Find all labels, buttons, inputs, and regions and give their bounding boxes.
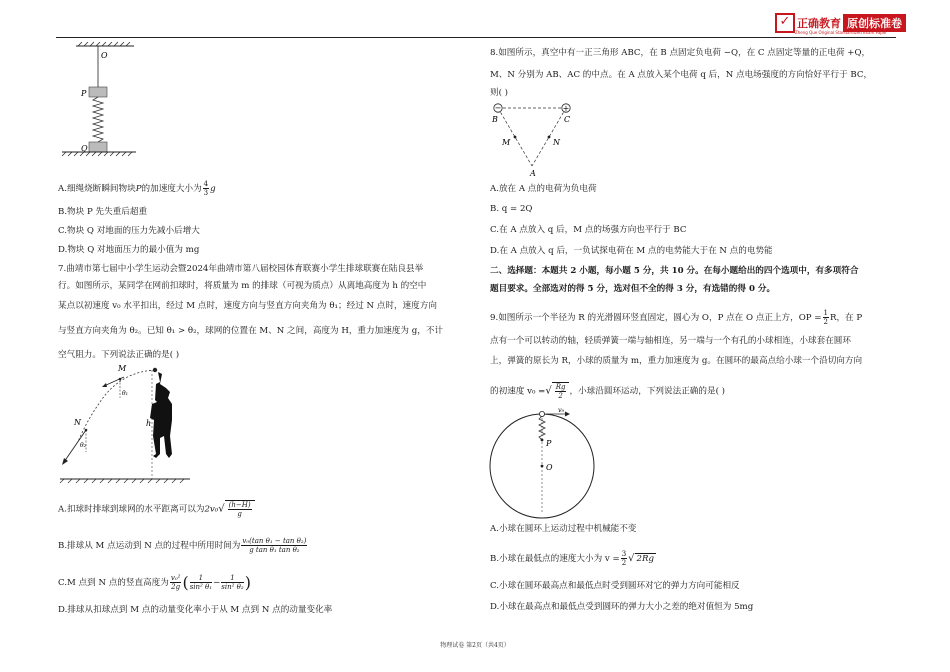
q9-stem-radical-fraction	[555, 383, 567, 400]
q6-option-a-var: P	[135, 184, 142, 194]
label-M: M	[502, 138, 511, 147]
label-Q: Q	[81, 144, 88, 153]
right-paren-icon: )	[244, 573, 251, 592]
header-divider	[56, 37, 896, 38]
q8-option-b: B. q = 2Q	[490, 204, 533, 214]
q6-option-b: B.物块 P 先失重后超重	[58, 207, 148, 217]
q7-option-a-fraction	[228, 501, 252, 518]
q7-option-c-term-a	[190, 574, 212, 591]
q9-stem-radical	[552, 382, 570, 400]
q7-option-b-fraction	[241, 537, 307, 554]
q6-option-a-text: A.细绳烧断瞬间物块	[58, 184, 136, 194]
fraction-denominator: sin² θ₂	[221, 583, 244, 591]
q9-stem-line-1-text: 9.如图所示一个半径为 R 的光滑圆环竖直固定，圆心为 O，P 点在 O 点正上方，OP =	[490, 313, 822, 323]
brand-subtitle: Zheng Que Original Standardized Exam Paper	[795, 30, 887, 35]
q8-option-a: A.放在 A 点的电荷为负电荷	[490, 184, 597, 194]
left-paren-icon: (	[182, 573, 189, 592]
section-2-heading-line-1: 二、选择题：本题共 2 小题，每小题 5 分，共 10 分。在每小题给出的四个选项中，有多项符合	[490, 266, 859, 276]
label-h: h	[146, 419, 152, 428]
fraction-numerator: Rg	[555, 383, 566, 391]
sqrt-icon: √	[545, 385, 552, 397]
q9-option-b-radical: 2Rg	[636, 553, 654, 564]
q7-option-a-coef: 2v₀	[204, 504, 219, 515]
q6-option-a	[58, 180, 216, 197]
spring-figure	[62, 42, 152, 162]
fraction-numerator: v₀(tan θ₁ − tan θ₂)	[242, 537, 307, 545]
q6-option-a-end: g	[210, 184, 216, 194]
q9-stem-line-1	[490, 309, 862, 326]
minus-icon: −	[494, 103, 502, 113]
q9-stem-line-3: 上，弹簧的原长为 R，小球的质量为 m，重力加速度为 g。在圆环的最高点给小球一个沿切向方向	[490, 356, 863, 366]
triangle-figure	[490, 100, 580, 180]
sqrt-icon: √	[628, 553, 635, 564]
checkmark-icon: ✓	[775, 13, 795, 33]
volleyball-figure	[60, 362, 190, 487]
ring-figure	[488, 408, 608, 520]
label-O: O	[546, 463, 553, 472]
label-C: C	[564, 115, 571, 124]
q6-option-a-mid: 的加速度大小为	[141, 184, 202, 194]
q9-stem-line-4	[490, 382, 725, 400]
q9-stem-line-2: 点有一个可以转动的轴，轻质弹簧一端与轴相连，另一端与一个有孔的小球相连，小球套在圆环	[490, 336, 851, 346]
fraction-denominator: 2	[621, 559, 627, 567]
label-N: N	[553, 138, 560, 147]
q7-stem-line-3: 某点以初速度 v₀ 水平扣出，经过 M 点时，速度方向与竖直方向夹角为 θ₁；经过 N 点时，速度方向	[58, 301, 437, 311]
q9-option-c: C.小球在圆环最高点和最低点时受到圆环对它的弹力方向可能相反	[490, 581, 740, 591]
q8-stem-line-3: 则( )	[490, 88, 509, 98]
q7-option-a	[58, 500, 255, 518]
q7-option-d: D.排球从扣球点到 M 点的动量变化率小于从 M 点到 N 点的动量变化率	[58, 605, 333, 615]
q7-stem-line-4: 与竖直方向夹角为 θ₂。已知 θ₁ > θ₂，球网的位置在 M、N 之间，高度为 H，重力加速度为 g，不计	[58, 326, 444, 336]
fraction-numerator: 1	[823, 309, 828, 317]
fraction-numerator: (h−H)	[228, 501, 251, 509]
q8-option-c: C.在 A 点放入 q 后，M 点的场强方向也平行于 BC	[490, 225, 687, 235]
sqrt-icon: √	[218, 503, 225, 515]
section-2-heading-line-2: 题目要求。全部选对的得 5 分，选对但不全的得 3 分，有选错的得 0 分。	[490, 284, 776, 294]
minus-sign: −	[213, 578, 221, 588]
fraction-denominator: sin² θ₁	[189, 583, 213, 591]
brand-tag: 原创标准卷	[843, 14, 906, 32]
label-A: A	[530, 169, 536, 178]
q9-stem-fraction	[823, 309, 829, 326]
q7-option-c-term-b	[221, 574, 243, 591]
q7-option-c-fraction	[170, 574, 182, 591]
fraction-numerator: 3	[621, 550, 627, 558]
page-footer: 物理试卷 第2页（共4页）	[440, 642, 510, 649]
q7-stem-line-5: 空气阻力。下列说法正确的是( )	[58, 350, 180, 360]
q7-option-a-text: A.扣球时排球到球网的水平距离可以为	[58, 504, 205, 515]
label-P: P	[81, 89, 87, 98]
q7-stem-line-2: 行。如图所示，某同学在网前扣球时，将质量为 m 的排球（可视为质点）从离地高度为 h 的空中	[58, 281, 427, 291]
label-M: M	[118, 364, 127, 373]
q7-option-b	[58, 537, 308, 554]
q6-option-d: D.物块 Q 对地面压力的最小值为 mg	[58, 245, 200, 255]
q7-option-c	[58, 574, 251, 591]
label-theta1: θ₁	[122, 390, 129, 397]
label-v0: v₀	[558, 406, 565, 414]
fraction-denominator: 3	[203, 189, 209, 197]
q8-stem-line-1: 8.如图所示，真空中有一正三角形 ABC，在 B 点固定负电荷 −Q，在 C 点固定等量的正电荷 +Q，	[490, 48, 871, 58]
q7-option-c-text: C.M 点到 N 点的竖直高度为	[58, 578, 169, 588]
q6-option-a-fraction	[203, 180, 209, 197]
label-N: N	[74, 418, 81, 427]
fraction-numerator: 1	[190, 574, 212, 583]
fraction-numerator: 4	[203, 180, 209, 188]
label-theta2: θ₂	[80, 442, 87, 449]
q9-option-b	[490, 550, 656, 567]
q6-option-c: C.物块 Q 对地面的压力先减小后增大	[58, 226, 200, 236]
label-O: O	[101, 51, 108, 60]
q8-option-d: D.在 A 点放入 q 后，一负试探电荷在 M 点的电势能大于在 N 点的电势能	[490, 246, 773, 256]
q8-stem-line-2: M、N 分别为 AB、AC 的中点。在 A 点放入某个电荷 q 后，N 点电场强度的方向恰好平行于 BC，	[490, 70, 873, 80]
q7-option-a-radical	[225, 500, 255, 518]
q9-stem-line-4-text: 的初速度 v₀ =	[490, 386, 546, 397]
fraction-denominator: 2	[823, 318, 828, 326]
q7-option-b-text: B.排球从 M 点运动到 N 点的过程中所用时间为	[58, 541, 241, 551]
fraction-denominator: 2	[558, 392, 563, 400]
q9-option-d: D.小球在最高点和最低点受到圆环的弹力大小之差的绝对值恒为 5mg	[490, 602, 754, 612]
q9-option-a: A.小球在圆环上运动过程中机械能不变	[490, 524, 637, 534]
q7-stem-line-1: 7.曲靖市第七届中小学生运动会暨2024年曲靖市第八届校园体育联赛小学生排球联赛在陆良县举	[58, 264, 424, 274]
fraction-denominator: g	[237, 510, 242, 518]
label-P: P	[546, 439, 552, 448]
label-B: B	[492, 115, 498, 124]
brand-name: 正确教育	[797, 17, 841, 30]
fraction-numerator: 1	[221, 574, 243, 583]
fraction-denominator: g tan θ₁ tan θ₂	[249, 546, 300, 554]
q9-stem-line-1-end: R，在 P	[829, 313, 863, 323]
q9-stem-line-4-end: ，小球沿圆环运动，下列说法正确的是( )	[569, 386, 726, 397]
q9-option-b-text: B.小球在最低点的速度大小为 v =	[490, 554, 620, 564]
q9-option-b-fraction	[621, 550, 627, 567]
fraction-denominator: 2g	[171, 583, 181, 591]
fraction-numerator: v₀²	[170, 574, 181, 582]
brand-logo	[775, 12, 906, 34]
plus-icon: +	[562, 103, 570, 113]
